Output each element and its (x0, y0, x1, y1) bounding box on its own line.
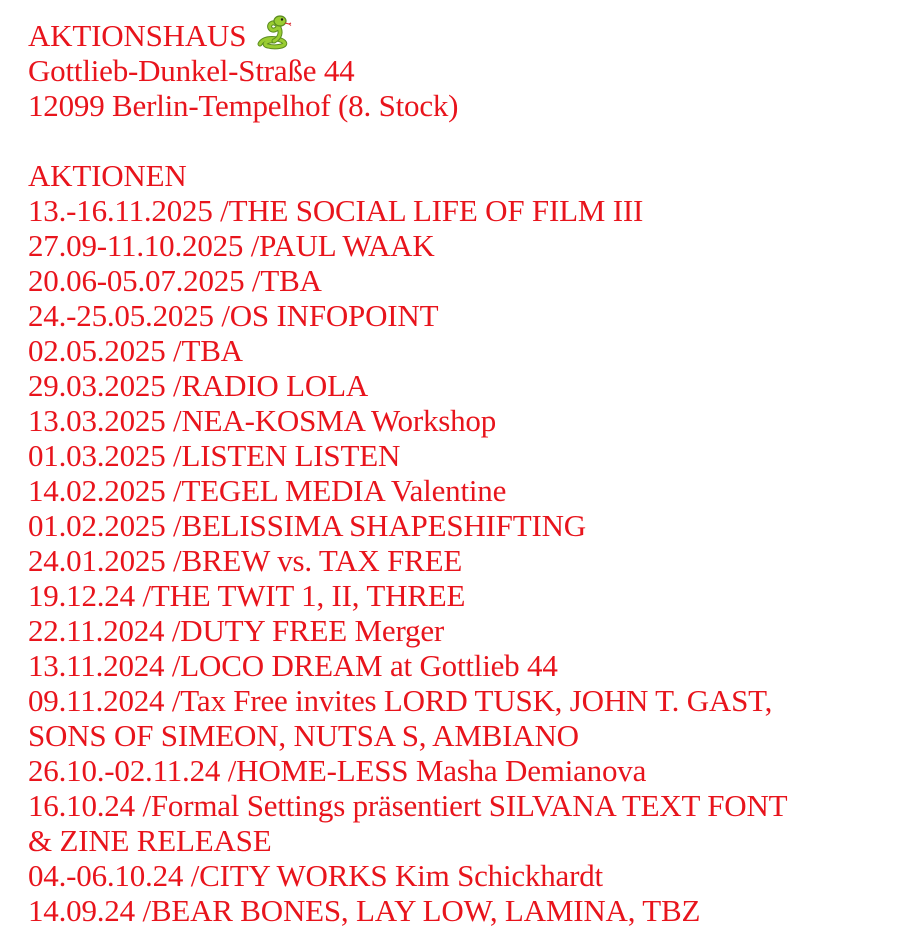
event-link[interactable]: 24.-25.05.2025 /OS INFOPOINT (28, 298, 439, 333)
event-link[interactable]: 14.09.24 /BEAR BONES, LAY LOW, LAMINA, TBZ (28, 893, 701, 928)
spacer (28, 123, 900, 158)
event-link[interactable]: 01.02.2025 /BELISSIMA SHAPESHIFTING (28, 508, 586, 543)
event-link[interactable]: 26.10.-02.11.24 /HOME-LESS Masha Demianova (28, 753, 647, 788)
event-link[interactable]: 22.11.2024 /DUTY FREE Merger (28, 613, 445, 648)
event-link[interactable]: 14.02.2025 /TEGEL MEDIA Valentine (28, 473, 507, 508)
event-link[interactable]: 27.09-11.10.2025 /PAUL WAAK (28, 228, 435, 263)
event-link[interactable]: 02.05.2025 /TBA (28, 333, 243, 368)
event-link[interactable]: 20.06-05.07.2025 /TBA (28, 263, 322, 298)
event-link[interactable]: 13.03.2025 /NEA-KOSMA Workshop (28, 403, 497, 438)
site-title-row (28, 14, 900, 53)
event-link[interactable]: 16.10.24 /Formal Settings präsentiert SILVANA TEXT FONT & ZINE RELEASE (28, 788, 787, 858)
address-city-link[interactable]: 12099 Berlin-Tempelhof (8. Stock) (28, 88, 459, 123)
site-title: AKTIONSHAUS (28, 18, 247, 53)
event-link[interactable]: 01.03.2025 /LISTEN LISTEN (28, 438, 401, 473)
event-link[interactable]: 13.-16.11.2025 /THE SOCIAL LIFE OF FILM III (28, 193, 644, 228)
snake-icon (254, 14, 294, 50)
events-list (28, 193, 900, 928)
event-link[interactable]: 04.-06.10.24 /CITY WORKS Kim Schickhardt (28, 858, 603, 893)
events-heading: AKTIONEN (28, 158, 187, 193)
event-link[interactable]: 29.03.2025 /RADIO LOLA (28, 368, 369, 403)
address-street-link[interactable]: Gottlieb-Dunkel-Straße 44 (28, 53, 355, 88)
event-link[interactable]: 09.11.2024 /Tax Free invites LORD TUSK, JOHN T. GAST, SONS OF SIMEON, NUTSA S, AMBIANO (28, 683, 773, 753)
event-link[interactable]: 24.01.2025 /BREW vs. TAX FREE (28, 543, 463, 578)
event-link[interactable]: 13.11.2024 /LOCO DREAM at Gottlieb 44 (28, 648, 558, 683)
event-link[interactable]: 19.12.24 /THE TWIT 1, II, THREE (28, 578, 466, 613)
